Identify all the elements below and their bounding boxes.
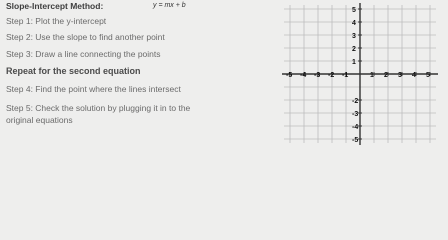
- y-tick-label: -4: [352, 124, 359, 131]
- y-tick-label: 5: [352, 7, 356, 14]
- y-tick-label: -5: [352, 137, 359, 144]
- y-tick-label: 3: [352, 33, 356, 40]
- coordinate-plane: [280, 0, 448, 144]
- y-tick-label: -3: [352, 111, 359, 118]
- step-4: Step 4: Find the point where the lines intersect: [6, 84, 181, 94]
- x-tick-label: 5: [426, 72, 430, 79]
- x-tick-label: -3: [314, 72, 321, 79]
- coordinate-grid: [280, 0, 448, 144]
- y-tick-label: -2: [352, 98, 359, 105]
- x-tick-label: -5: [286, 72, 293, 79]
- y-tick-label: 2: [352, 46, 356, 53]
- x-tick-label: -2: [328, 72, 335, 79]
- x-tick-label: 1: [370, 72, 374, 79]
- step-1: Step 1: Plot the y-intercept: [6, 16, 107, 26]
- x-tick-label: 2: [384, 72, 388, 79]
- x-tick-label: 4: [412, 72, 416, 79]
- x-tick-label: -4: [300, 72, 307, 79]
- step-3: Step 3: Draw a line connecting the points: [6, 49, 161, 59]
- equation-label: y = mx + b: [153, 2, 186, 9]
- step-5-continued: original equations: [6, 115, 73, 125]
- method-title: Slope-Intercept Method:: [6, 1, 104, 11]
- y-tick-label: 1: [352, 59, 356, 66]
- x-tick-label: 3: [398, 72, 402, 79]
- repeat-heading: Repeat for the second equation: [6, 66, 141, 76]
- y-tick-label: 4: [352, 20, 356, 27]
- x-tick-label: -1: [342, 72, 349, 79]
- step-5: Step 5: Check the solution by plugging it in to the: [6, 103, 191, 113]
- step-2: Step 2: Use the slope to find another point: [6, 32, 165, 42]
